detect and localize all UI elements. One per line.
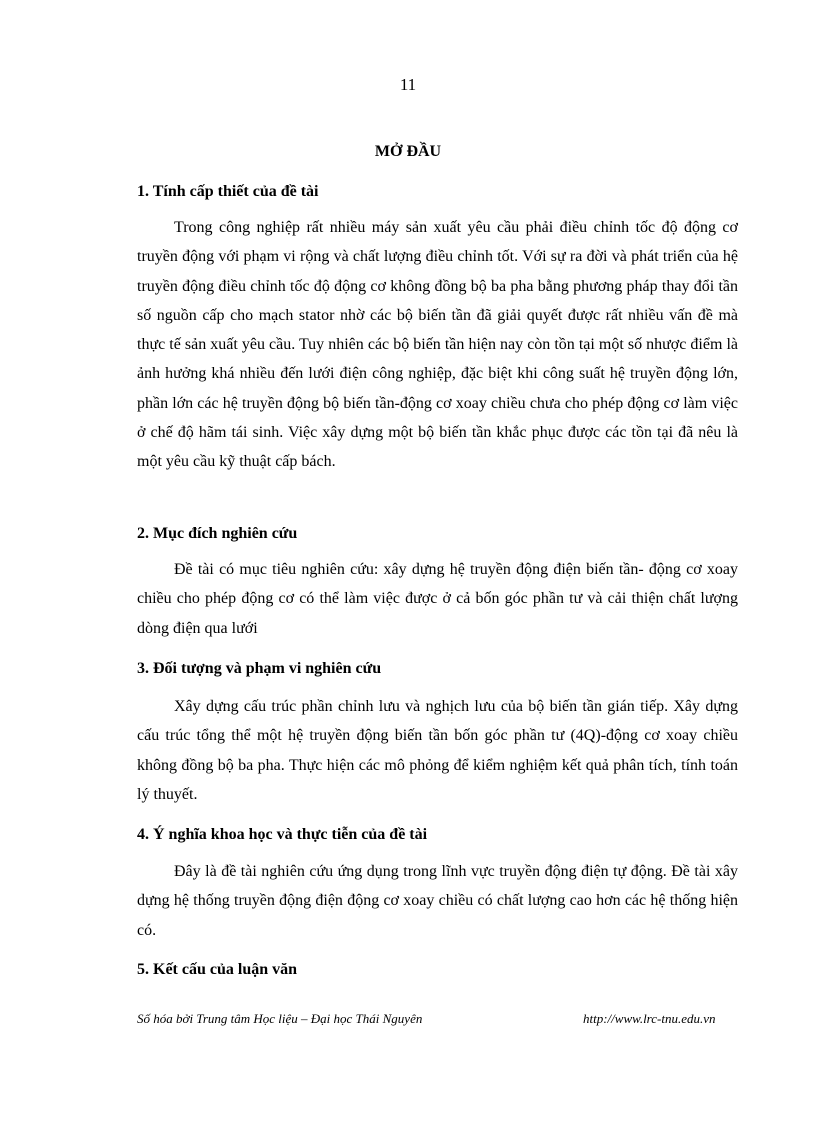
page-title: MỞ ĐẦU (374, 143, 442, 160)
section-heading-5: 5. Kết cấu của luận văn (137, 961, 298, 978)
page-number: 11 (399, 75, 417, 94)
section-paragraph-4: Đây là đề tài nghiên cứu ứng dụng trong lĩnh vực truyền động điện tự động. Đề tài xây dựng hệ thống truyền động điện động cơ xoay chiều có chất lượng cao hơn các hệ thống hiện có. (137, 863, 738, 939)
section-heading-1: 1. Tính cấp thiết của đề tài (137, 183, 319, 200)
section-paragraph-3: Xây dựng cấu trúc phần chỉnh lưu và nghịch lưu của bộ biến tần gián tiếp. Xây dựng cấu trúc tổng thể một hệ truyền động biến tần bốn góc phần tư (4Q)-động cơ xoay chiều không đồng bộ ba pha. Thực hiện các mô phỏng để kiểm nghiệm kết quả phân tích, tính toán lý thuyết. (137, 698, 738, 803)
section-paragraph-2: Đề tài có mục tiêu nghiên cứu: xây dựng hệ truyền động điện biến tần- động cơ xoay chiều cho phép động cơ có thể làm việc được ở cả bốn góc phần tư và cải thiện chất lượng dòng điện qua lưới (137, 561, 738, 637)
footer-source: Số hóa bởi Trung tâm Học liệu – Đại học Thái Nguyên (137, 1011, 423, 1026)
footer-url: http://www.lrc-tnu.edu.vn (583, 1011, 716, 1026)
section-heading-4: 4. Ý nghĩa khoa học và thực tiễn của đề tài (137, 826, 428, 843)
section-paragraph-1: Trong công nghiệp rất nhiều máy sản xuất yêu cầu phải điều chỉnh tốc độ động cơ truyền động với phạm vi rộng và chất lượng điều chỉnh tốt. Với sự ra đời và phát triển của hệ truyền động điều chỉnh tốc độ động cơ không đồng bộ ba pha bằng phương pháp thay đổi tần số nguồn cấp cho mạch stator nhờ các bộ biến tần đã giải quyết được rất nhiều vấn đề mà thực tế sản xuất yêu cầu. Tuy nhiên các bộ biến tần hiện nay còn tồn tại một số nhược điểm là ảnh hưởng khá nhiều đến lưới điện công nghiệp, đặc biệt khi công suất hệ truyền động lớn, phần lớn các hệ truyền động bộ biến tần-động cơ xoay chiều chưa cho phép động cơ làm việc ở chế độ hãm tái sinh. Việc xây dựng một bộ biến tần khắc phục được các tồn tại đã nêu là một yêu cầu kỹ thuật cấp bách. (137, 219, 738, 471)
section-heading-2: 2. Mục đích nghiên cứu (137, 525, 298, 542)
section-heading-3: 3. Đối tượng và phạm vi nghiên cứu (137, 660, 382, 677)
